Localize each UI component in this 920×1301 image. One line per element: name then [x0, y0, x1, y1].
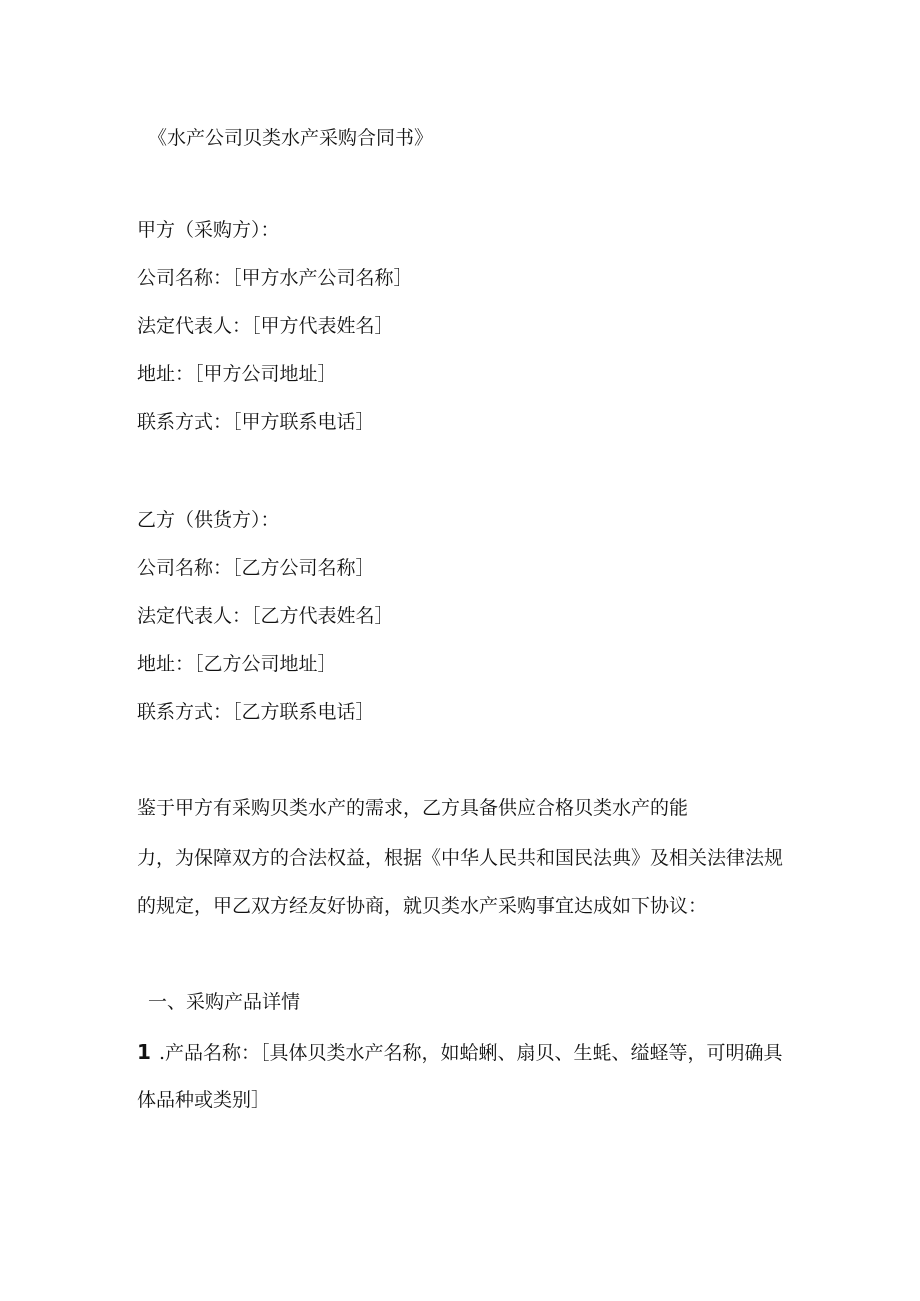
- product-name-text-line-2: 体品种或类别］: [137, 1089, 271, 1111]
- recital-line-2: 力，为保障双方的合法权益，根据《中华人民共和国民法典》及相关法律法规: [137, 847, 784, 869]
- document-title: 《水产公司贝类水产采购合同书》: [148, 127, 434, 149]
- party-b-heading: 乙方（供货方）：: [137, 509, 280, 531]
- party-b-company-name: 公司名称：［乙方公司名称］: [137, 557, 375, 579]
- recital-line-3: 的规定，甲乙双方经友好协商，就贝类水产采购事宜达成如下协议：: [137, 895, 708, 917]
- product-name-text-line-1: .产品名称：［具体贝类水产名称，如蛤蜊、扇贝、生蚝、缢蛏等，可明确具: [159, 1042, 783, 1064]
- item-number: 1: [137, 1040, 151, 1064]
- party-b-contact: 联系方式：［乙方联系电话］: [137, 701, 375, 723]
- section-heading-product-details: 一、采购产品详情: [148, 991, 301, 1013]
- party-a-address: 地址：［甲方公司地址］: [137, 363, 337, 385]
- party-b-representative: 法定代表人：［乙方代表姓名］: [137, 605, 394, 627]
- product-name-item: [137, 1040, 783, 1065]
- party-a-heading: 甲方（采购方）：: [137, 219, 280, 241]
- party-a-contact: 联系方式：［甲方联系电话］: [137, 411, 375, 433]
- party-b-address: 地址：［乙方公司地址］: [137, 653, 337, 675]
- party-a-representative: 法定代表人：［甲方代表姓名］: [137, 315, 394, 337]
- party-a-company-name: 公司名称：［甲方水产公司名称］: [137, 267, 413, 289]
- recital-line-1: 鉴于甲方有采购贝类水产的需求，乙方具备供应合格贝类水产的能: [137, 797, 689, 819]
